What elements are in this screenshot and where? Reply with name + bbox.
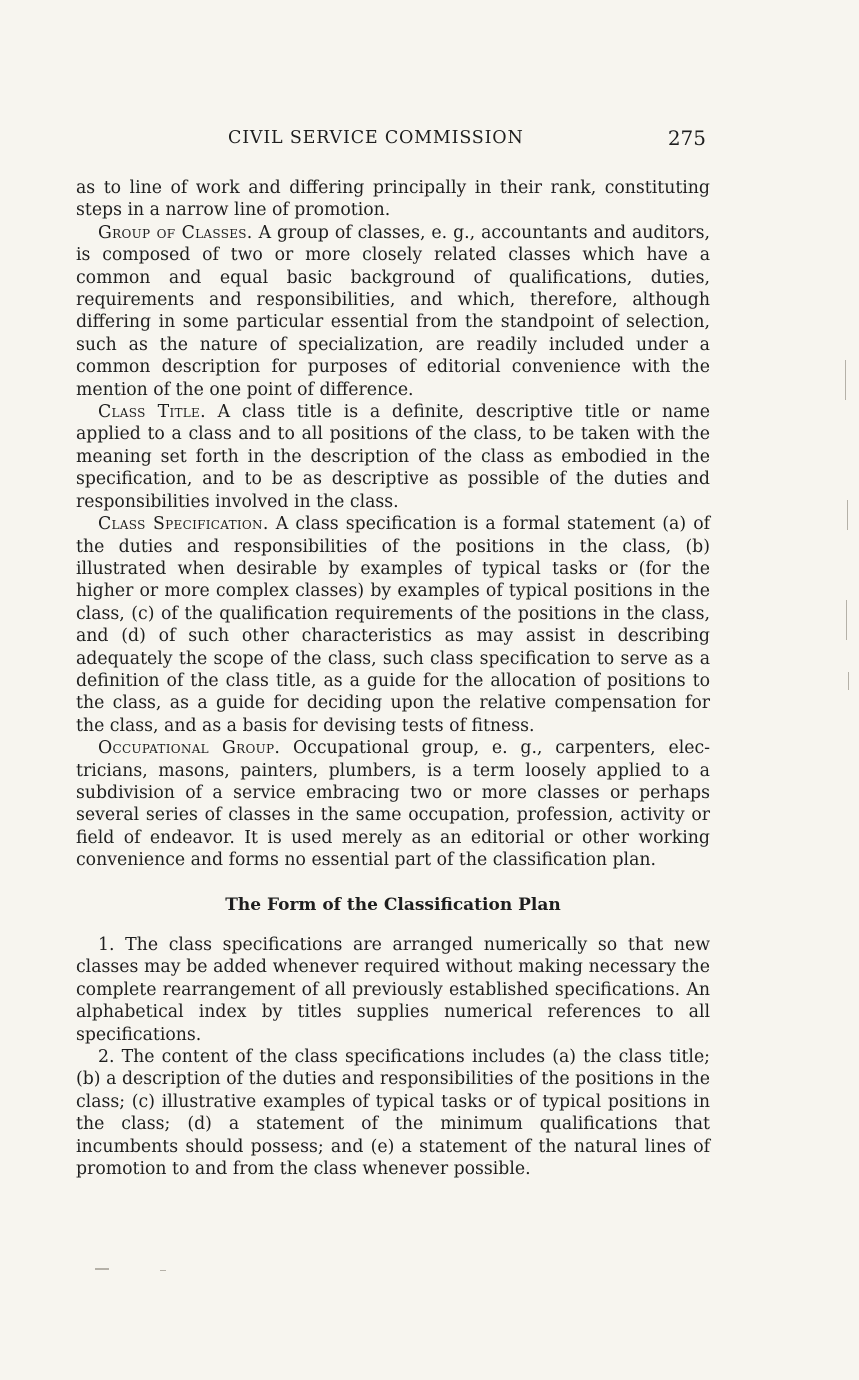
defined-term: Class Specification. [98,514,269,535]
definition-text: A class title is a definite, descriptive title or name applied to a class and to all positions of the class, to be taken with the meaning set forth in the description of the class as embodied in the specification, and to be as descriptive as possible of the duties and responsibilities involved in the class. [76,402,710,512]
definition-class-title [76,401,710,513]
scan-mark [846,600,847,640]
running-head [76,128,712,154]
section-heading: The Form of the Classification Plan [225,894,561,915]
numbered-item-2: 2. The content of the class specifications includes (a) the class title; (b) a description of the duties and responsibilities of the positions in the class; (c) illustrative examples of typical tasks or of typical positions in the class; (d) a statement of the minimum qualifications that incumbents should possess; and (e) a statement of the natural lines of promotion to and from the class whenever possible. [76,1047,710,1180]
definition-occupational-group [76,737,710,871]
definition-text: A class specification is a formal statement (a) of the duties and responsibilities of the positions in the class, (b) illustrated when desirable by examples of typical tasks or (for the higher or more complex classes) by examples of typical positions in the class, (c) of the qualification requirements of the positions in the class, and (d) of such other characteristics as may assist in describing adequately the scope of the class, such class specification to serve as a definition of the class title, as a guide for the allocation of positions to the class, as a guide for deciding upon the relative compensation for the class, and as a basis for devising tests of fitness. [76,514,710,736]
definition-text: Occupational group, e. g., carpenters, electricians, masons, painters, plumbers, is a term loosely applied to a subdivision of a service embracing two or more classes or perhaps several series of classes in the same occupation, profession, activity or field of endeavor. It is used merely as an editorial or other working convenience and forms no essential part of the classification plan. [76,738,710,871]
definition-class-specification [76,513,710,737]
numbered-item-1: 1. The class specifications are arranged numerically so that new classes may be added whenever required without making necessary the complete rearrangement of all previously established specifications. An alphabetical index by titles supplies numerical references to all specifications. [76,935,710,1045]
running-title: CIVIL SERVICE COMMISSION [228,128,524,148]
definition-text: A group of classes, e. g., accountants and auditors, is composed of two or more closely related classes which have a common and equal basic background of qualifications, duties, requirements and responsibilities, and which, therefore, although differing in some particular essential from the standpoint of selection, such as the nature of specialization, are readily included under a common description for purposes of editorial convenience with the mention of the one point of difference. [76,222,710,400]
paragraph-text: as to line of work and differing principally in their rank, constituting steps in a narrow line of promotion. [76,178,710,221]
definition-group-of-classes [76,222,710,401]
scan-mark [848,672,849,690]
scan-mark [160,1270,166,1271]
defined-term: Class Title. [98,402,206,423]
defined-term: Group of Classes. [98,222,253,243]
defined-term: Occupational Group. [98,738,281,759]
scan-mark [95,1268,109,1270]
body-text [76,177,710,1180]
continued-paragraph [76,177,710,222]
scan-mark [845,360,846,400]
scan-mark [847,500,848,530]
page-number: 275 [667,126,706,150]
